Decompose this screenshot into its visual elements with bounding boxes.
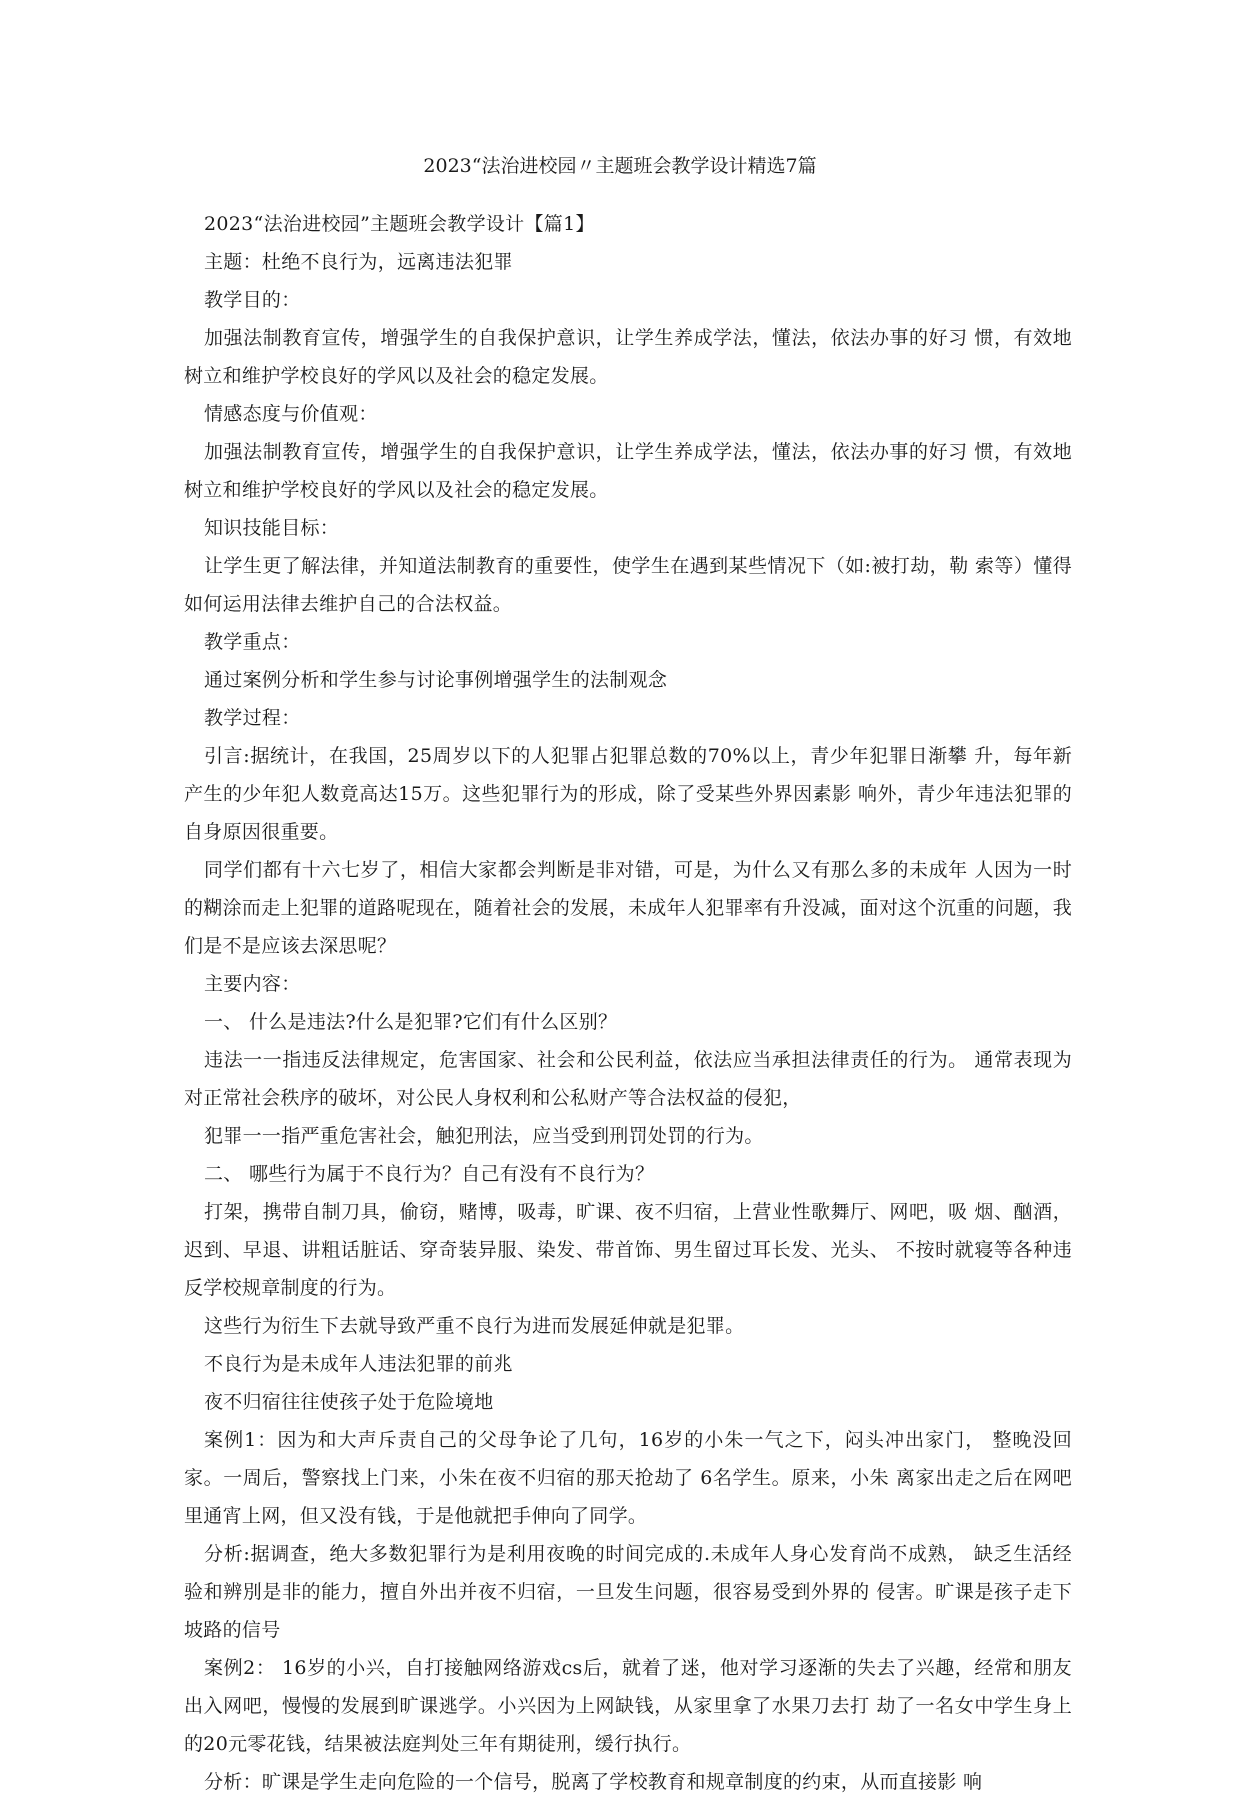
paragraph: 同学们都有十六七岁了，相信大家都会判断是非对错，可是，为什么又有那么多的未成年 人因为一时的糊涂而走上犯罪的道路呢现在，随着社会的发展，未成年人犯罪率有升没减，面对这个沉重的问题，我们是不是应该去深思呢？	[184, 859, 1072, 957]
paragraph: 通过案例分析和学生参与讨论事例增强学生的法制观念	[204, 669, 668, 691]
document-title: 2023“法治进校园〃主题班会教学设计精选7篇	[423, 155, 817, 177]
paragraph: 让学生更了解法律，并知道法制教育的重要性，使学生在遇到某些情况下（如:被打劫，勒 索等）懂得如何运用法律去维护自己的合法权益。	[184, 555, 1072, 615]
paragraph: 教学目的：	[204, 289, 301, 311]
document-body	[184, 205, 1072, 1801]
paragraph: 一、 什么是违法?什么是犯罪?它们有什么区别？	[204, 1011, 618, 1033]
paragraph: 二、 哪些行为属于不良行为？自己有没有不良行为？	[204, 1163, 655, 1185]
paragraph: 知识技能目标：	[204, 517, 340, 539]
paragraph: 教学过程：	[204, 707, 301, 729]
paragraph: 分析：旷课是学生走向危险的一个信号，脱离了学校教育和规章制度的约束，从而直接影 响	[204, 1771, 983, 1793]
paragraph: 这些行为衍生下去就导致严重不良行为进而发展延伸就是犯罪。	[204, 1315, 745, 1337]
section-heading: 2023“法治进校园”主题班会教学设计【篇1】	[204, 213, 595, 235]
paragraph: 夜不归宿往往使孩子处于危险境地	[204, 1391, 494, 1413]
paragraph: 情感态度与价值观：	[204, 403, 378, 425]
paragraph: 主题：杜绝不良行为，远离违法犯罪	[204, 251, 513, 273]
paragraph: 案例2： 16岁的小兴，自打接触网络游戏cs后，就着了迷，他对学习逐渐的失去了兴趣，经常和朋友出入网吧，慢慢的发展到旷课逃学。小兴因为上网缺钱，从家里拿了水果刀去打 劫了一名女中学生身上的20元零花钱，结果被法庭判处三年有期徒刑，缓行执行。	[184, 1657, 1072, 1755]
paragraph: 教学重点：	[204, 631, 301, 653]
paragraph: 加强法制教育宣传，增强学生的自我保护意识，让学生养成学法，懂法，依法办事的好习 惯，有效地树立和维护学校良好的学风以及社会的稳定发展。	[184, 327, 1072, 387]
paragraph: 加强法制教育宣传，增强学生的自我保护意识，让学生养成学法，懂法，依法办事的好习 惯，有效地树立和维护学校良好的学风以及社会的稳定发展。	[184, 441, 1072, 501]
paragraph: 主要内容：	[204, 973, 301, 995]
paragraph: 打架，携带自制刀具，偷窃，赌博，吸毒，旷课、夜不归宿，上营业性歌舞厅、网吧，吸 烟、酗酒，迟到、早退、讲粗话脏话、穿奇装异服、染发、带首饰、男生留过耳长发、光头、 不按时就寝等各种违反学校规章制度的行为。	[184, 1201, 1072, 1299]
paragraph: 引言:据统计，在我国，25周岁以下的人犯罪占犯罪总数的70%以上，青少年犯罪日渐攀 升，每年新产生的少年犯人数竟高达15万。这些犯罪行为的形成，除了受某些外界因素影 响外，青少年违法犯罪的自身原因很重要。	[184, 745, 1072, 843]
paragraph: 违法一一指违反法律规定，危害国家、社会和公民利益，依法应当承担法律责任的行为。 通常表现为对正常社会秩序的破坏，对公民人身权利和公私财产等合法权益的侵犯，	[184, 1049, 1072, 1109]
paragraph: 犯罪一一指严重危害社会，触犯刑法，应当受到刑罚处罚的行为。	[204, 1125, 764, 1147]
paragraph: 分析:据调查，绝大多数犯罪行为是利用夜晚的时间完成的.未成年人身心发育尚不成熟， 缺乏生活经验和辨別是非的能力，擅自外出并夜不归宿，一旦发生问题，很容易受到外界的 侵害。旷课是孩子走下坡路的信号	[184, 1543, 1072, 1641]
paragraph: 不良行为是未成年人违法犯罪的前兆	[204, 1353, 513, 1375]
paragraph: 案例1：因为和大声斥责自己的父母争论了几句，16岁的小朱一气之下，闷头冲出家门， 整晚没回家。一周后，警察找上门来，小朱在夜不归宿的那天抢劫了 6名学生。原来，小朱 离家出走之后在网吧里通宵上网，但又没有钱，于是他就把手伸向了同学。	[184, 1429, 1072, 1527]
